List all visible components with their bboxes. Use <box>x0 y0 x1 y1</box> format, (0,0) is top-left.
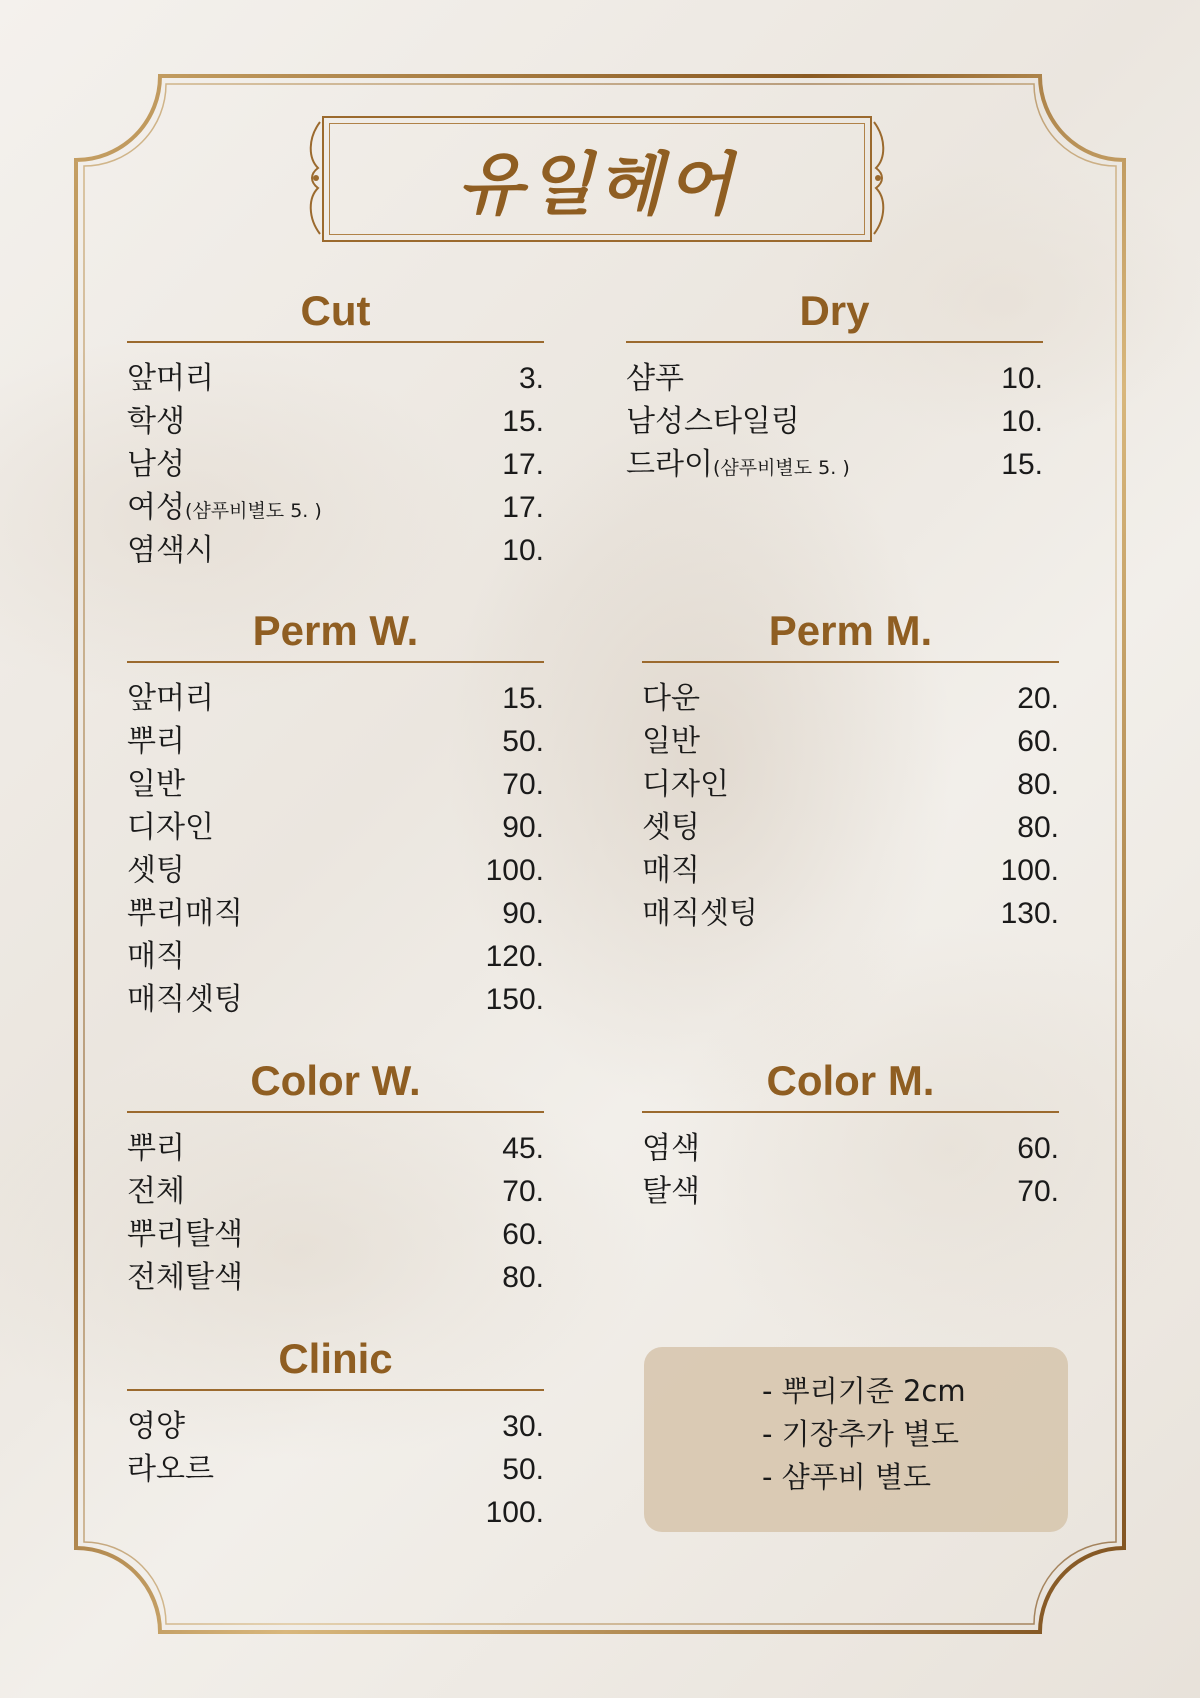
item-name: 라오르 <box>127 1452 214 1487</box>
item-price: 60. <box>1017 1132 1059 1165</box>
item-label <box>642 849 700 892</box>
item-price: 10. <box>1001 405 1043 438</box>
price-list <box>127 1405 544 1534</box>
item-label <box>127 357 214 400</box>
item-price: 50. <box>502 1453 544 1486</box>
item-name: 디자인 <box>642 767 729 802</box>
section-perm-w <box>127 605 544 1021</box>
item-name: 학생 <box>127 404 185 439</box>
item-label <box>642 677 700 720</box>
section-clinic <box>127 1333 544 1534</box>
item-name: 전체탈색 <box>127 1260 243 1295</box>
price-row <box>127 443 544 486</box>
section-cut <box>127 285 544 572</box>
right-ornament-icon <box>870 118 888 238</box>
item-label <box>642 763 729 806</box>
item-price: 50. <box>502 725 544 758</box>
item-note: (샴푸비별도 5. ) <box>184 500 322 522</box>
section-divider <box>626 341 1043 343</box>
item-price: 15. <box>502 682 544 715</box>
section-title: Dry <box>799 287 870 334</box>
item-price: 17. <box>502 448 544 481</box>
price-row <box>127 357 544 400</box>
item-price: 3. <box>518 362 544 395</box>
item-price: 120. <box>485 940 544 973</box>
price-row <box>642 1127 1059 1170</box>
title-box <box>322 116 872 242</box>
section-title: Color W. <box>250 1057 421 1104</box>
item-name: 탈색 <box>642 1174 700 1209</box>
item-label <box>626 357 684 400</box>
item-label <box>127 935 185 978</box>
item-price: 80. <box>502 1261 544 1294</box>
price-row <box>127 1127 544 1170</box>
item-name: 전체 <box>127 1174 185 1209</box>
item-price: 10. <box>1001 362 1043 395</box>
price-list <box>127 1127 544 1299</box>
price-row <box>626 357 1043 400</box>
item-label <box>127 892 243 935</box>
price-row <box>626 443 1043 486</box>
item-name: 다운 <box>642 681 700 716</box>
item-label <box>127 720 185 763</box>
item-name: 뿌리매직 <box>127 896 243 931</box>
item-name: 매직 <box>127 939 185 974</box>
price-row <box>127 486 544 529</box>
price-row <box>127 677 544 720</box>
item-price: 80. <box>1017 768 1059 801</box>
item-name: 디자인 <box>127 810 214 845</box>
item-price: 15. <box>1001 448 1043 481</box>
item-label <box>127 400 185 443</box>
price-row <box>127 720 544 763</box>
item-price: 70. <box>502 768 544 801</box>
price-list <box>127 357 544 572</box>
price-row <box>127 763 544 806</box>
price-row <box>626 400 1043 443</box>
item-price: 80. <box>1017 811 1059 844</box>
item-label <box>642 1127 700 1170</box>
price-list <box>626 357 1043 486</box>
note-line: - 샴푸비 별도 <box>762 1460 931 1494</box>
section-divider <box>642 1111 1059 1113</box>
item-label <box>127 486 322 533</box>
item-name: 일반 <box>642 724 700 759</box>
section-title: Perm M. <box>768 607 933 654</box>
item-label <box>626 400 800 443</box>
price-row <box>127 1256 544 1299</box>
section-perm-m <box>642 605 1059 935</box>
item-name: 샴푸 <box>626 361 684 396</box>
salon-title: 유일헤어 <box>457 144 737 225</box>
item-name: 남성 <box>127 447 185 482</box>
price-row <box>642 677 1059 720</box>
item-label <box>127 1256 243 1299</box>
item-name: 영양 <box>127 1409 185 1444</box>
section-divider <box>127 661 544 663</box>
item-label <box>127 677 214 720</box>
price-row <box>127 978 544 1021</box>
item-price: 100. <box>1000 854 1059 887</box>
section-title: Clinic <box>278 1335 393 1382</box>
section-dry <box>626 285 1043 486</box>
item-name: 매직 <box>642 853 700 888</box>
item-label <box>642 892 758 935</box>
item-price: 30. <box>502 1410 544 1443</box>
item-label <box>642 806 700 849</box>
notes-box <box>644 1347 1068 1532</box>
item-label <box>127 1170 185 1213</box>
item-name: 뿌리 <box>127 724 185 759</box>
price-row <box>127 400 544 443</box>
item-note: (샴푸비별도 5. ) <box>712 457 850 479</box>
price-row <box>127 1213 544 1256</box>
item-name: 매직셋팅 <box>642 896 758 931</box>
item-label <box>642 1170 700 1213</box>
price-list <box>642 677 1059 935</box>
section-divider <box>127 1389 544 1391</box>
item-name: 뿌리 <box>127 1131 185 1166</box>
item-name: 남성스타일링 <box>626 404 800 439</box>
price-row <box>127 935 544 978</box>
price-row <box>127 1405 544 1448</box>
item-price: 15. <box>502 405 544 438</box>
price-list <box>642 1127 1059 1213</box>
item-price: 100. <box>485 854 544 887</box>
item-price: 130. <box>1000 897 1059 930</box>
section-title: Cut <box>300 287 371 334</box>
price-list <box>127 677 544 1021</box>
item-price: 70. <box>502 1175 544 1208</box>
item-price: 60. <box>1017 725 1059 758</box>
section-divider <box>642 661 1059 663</box>
item-price: 45. <box>502 1132 544 1165</box>
item-label <box>127 1127 185 1170</box>
price-row <box>642 763 1059 806</box>
item-label <box>127 849 185 892</box>
item-label <box>127 978 243 1021</box>
item-label <box>127 529 214 572</box>
item-name: 염색시 <box>127 533 214 568</box>
section-color-w <box>127 1055 544 1299</box>
item-price: 150. <box>485 983 544 1016</box>
section-title: Perm W. <box>252 607 419 654</box>
price-row <box>127 849 544 892</box>
item-price: 17. <box>502 491 544 524</box>
item-price: 90. <box>502 897 544 930</box>
section-divider <box>127 1111 544 1113</box>
item-price: 60. <box>502 1218 544 1251</box>
price-row <box>127 892 544 935</box>
item-label <box>127 806 214 849</box>
item-label <box>127 1213 243 1256</box>
item-label <box>127 763 185 806</box>
section-color-m <box>642 1055 1059 1213</box>
item-name: 뿌리탈색 <box>127 1217 243 1252</box>
item-label <box>626 443 850 490</box>
price-row <box>127 1491 544 1534</box>
item-label <box>642 720 700 763</box>
item-label <box>127 443 185 486</box>
price-row <box>127 1448 544 1491</box>
price-row <box>127 1170 544 1213</box>
item-name: 앞머리 <box>127 361 214 396</box>
price-row <box>642 892 1059 935</box>
price-row <box>642 849 1059 892</box>
price-row <box>127 529 544 572</box>
item-price: 70. <box>1017 1175 1059 1208</box>
price-row <box>642 720 1059 763</box>
item-label <box>127 1448 214 1491</box>
item-name: 염색 <box>642 1131 700 1166</box>
item-name: 매직셋팅 <box>127 982 243 1017</box>
note-line: - 뿌리기준 2cm <box>762 1374 966 1408</box>
item-price: 10. <box>502 534 544 567</box>
price-row <box>642 1170 1059 1213</box>
item-name: 셋팅 <box>642 810 700 845</box>
item-label <box>127 1405 185 1448</box>
item-name: 일반 <box>127 767 185 802</box>
item-name: 셋팅 <box>127 853 185 888</box>
item-name: 여성 <box>127 490 185 525</box>
price-row <box>127 806 544 849</box>
item-name: 드라이 <box>626 447 713 482</box>
note-line: - 기장추가 별도 <box>762 1417 959 1451</box>
item-name: 앞머리 <box>127 681 214 716</box>
item-price: 90. <box>502 811 544 844</box>
section-divider <box>127 341 544 343</box>
price-row <box>642 806 1059 849</box>
item-price: 100. <box>485 1496 544 1529</box>
item-price: 20. <box>1017 682 1059 715</box>
section-title: Color M. <box>766 1057 935 1104</box>
